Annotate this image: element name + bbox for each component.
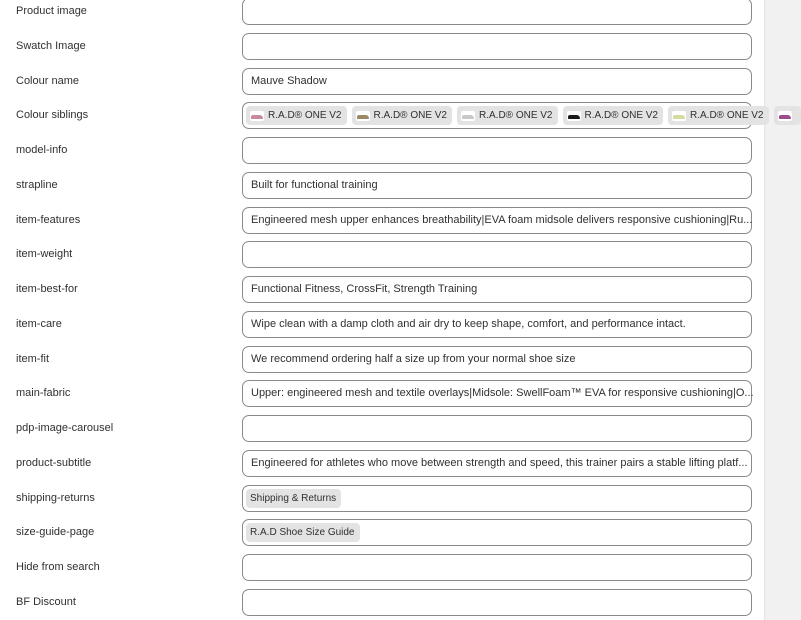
reference-tag-label: R.A.D® ONE V2 [373, 110, 447, 122]
reference-picker[interactable] [242, 102, 764, 129]
field-value: Built for functional training [251, 178, 378, 191]
shoe-thumbnail-icon [356, 111, 370, 121]
field-label: BF Discount [16, 595, 76, 608]
field-label: item-features [16, 213, 81, 226]
field-label: main-fabric [16, 387, 71, 400]
field-value: Engineered for athletes who move between strength and speed, this trainer pairs a stable lifting platf... [251, 456, 748, 469]
reference-tag[interactable] [352, 106, 453, 125]
field-row [0, 137, 764, 164]
field-value: Upper: engineered mesh and textile overlays|Midsole: SwellFoam™ EVA for responsive cushioning|O... [251, 387, 754, 400]
field-label: item-best-for [16, 283, 78, 295]
text-field[interactable] [242, 450, 752, 477]
text-field[interactable] [242, 207, 752, 234]
field-row [0, 207, 764, 234]
reference-tag[interactable] [246, 489, 341, 508]
text-field[interactable] [242, 0, 752, 25]
field-label: Colour siblings [16, 109, 89, 122]
field-value: Engineered mesh upper enhances breathability|EVA foam midsole delivers responsive cushioning|Ru... [251, 213, 753, 226]
reference-tag-label: Shipping & Returns [250, 492, 337, 504]
tag-list [246, 489, 751, 508]
reference-tag-label: R.A.D® ONE V2 [268, 110, 342, 122]
reference-tag[interactable] [246, 523, 360, 542]
text-field[interactable] [242, 380, 752, 407]
field-label: Hide from search [16, 561, 100, 573]
field-label: shipping-returns [16, 491, 95, 504]
text-field[interactable] [242, 33, 752, 60]
field-label: product-subtitle [16, 456, 92, 469]
reference-tag-label: R.A.D® ONE V2 [584, 110, 658, 122]
field-row [0, 172, 764, 199]
reference-tag-label: R.A.D® ONE V2 [479, 110, 553, 122]
field-row [0, 346, 764, 373]
field-label: Product image [16, 5, 87, 17]
field-value [251, 555, 743, 580]
text-field[interactable] [242, 241, 752, 268]
field-row [0, 276, 764, 303]
field-label: strapline [16, 178, 58, 191]
reference-tag[interactable] [246, 106, 347, 125]
field-label: model-info [16, 144, 68, 156]
field-value [251, 138, 743, 163]
reference-tag-label: R.A.D® ONE V2 [690, 110, 764, 122]
field-row [0, 0, 764, 25]
tag-list [246, 523, 751, 542]
field-row [0, 311, 764, 338]
reference-tag-label: R.A.D Shoe Size Guide [250, 527, 355, 539]
field-label: pdp-image-carousel [16, 422, 114, 434]
field-row [0, 415, 764, 442]
field-row [0, 485, 764, 512]
text-field[interactable] [242, 172, 752, 199]
text-field[interactable] [242, 137, 752, 164]
field-label: item-fit [16, 352, 49, 365]
field-value: Wipe clean with a damp cloth and air dry to keep shape, comfort, and performance intact. [251, 317, 686, 330]
reference-tag[interactable] [668, 106, 769, 125]
field-label: Colour name [16, 74, 79, 87]
field-row [0, 554, 764, 581]
field-label: item-weight [16, 248, 73, 261]
shoe-thumbnail-icon [461, 111, 475, 121]
field-row [0, 380, 764, 407]
field-value [251, 416, 743, 441]
field-row [0, 519, 764, 546]
field-label: item-care [16, 317, 62, 330]
reference-tag[interactable] [774, 106, 801, 125]
field-row [0, 450, 764, 477]
field-value: Functional Fitness, CrossFit, Strength Training [251, 283, 478, 295]
text-field[interactable] [242, 589, 752, 616]
field-row [0, 241, 764, 268]
shoe-thumbnail-icon [567, 111, 581, 121]
field-value [251, 34, 743, 59]
field-row [0, 68, 764, 95]
field-value: Mauve Shadow [251, 74, 327, 87]
reference-picker[interactable] [242, 519, 752, 546]
tag-list [246, 106, 764, 125]
field-value [251, 242, 743, 267]
text-field[interactable] [242, 554, 752, 581]
text-field[interactable] [242, 346, 752, 373]
text-field[interactable] [242, 68, 752, 95]
field-row [0, 589, 764, 616]
reference-tag[interactable] [563, 106, 664, 125]
field-label: Swatch Image [16, 39, 86, 52]
field-value [251, 590, 743, 615]
reference-tag[interactable] [457, 106, 558, 125]
field-row [0, 102, 764, 129]
field-row [0, 33, 764, 60]
shoe-thumbnail-icon [250, 111, 264, 121]
field-label: size-guide-page [16, 526, 95, 539]
shoe-thumbnail-icon [778, 111, 792, 121]
reference-picker[interactable] [242, 485, 752, 512]
shoe-thumbnail-icon [672, 111, 686, 121]
field-value: We recommend ordering half a size up from your normal shoe size [251, 352, 576, 365]
field-value [251, 0, 743, 24]
text-field[interactable] [242, 311, 752, 338]
text-field[interactable] [242, 415, 752, 442]
text-field[interactable] [242, 276, 752, 303]
